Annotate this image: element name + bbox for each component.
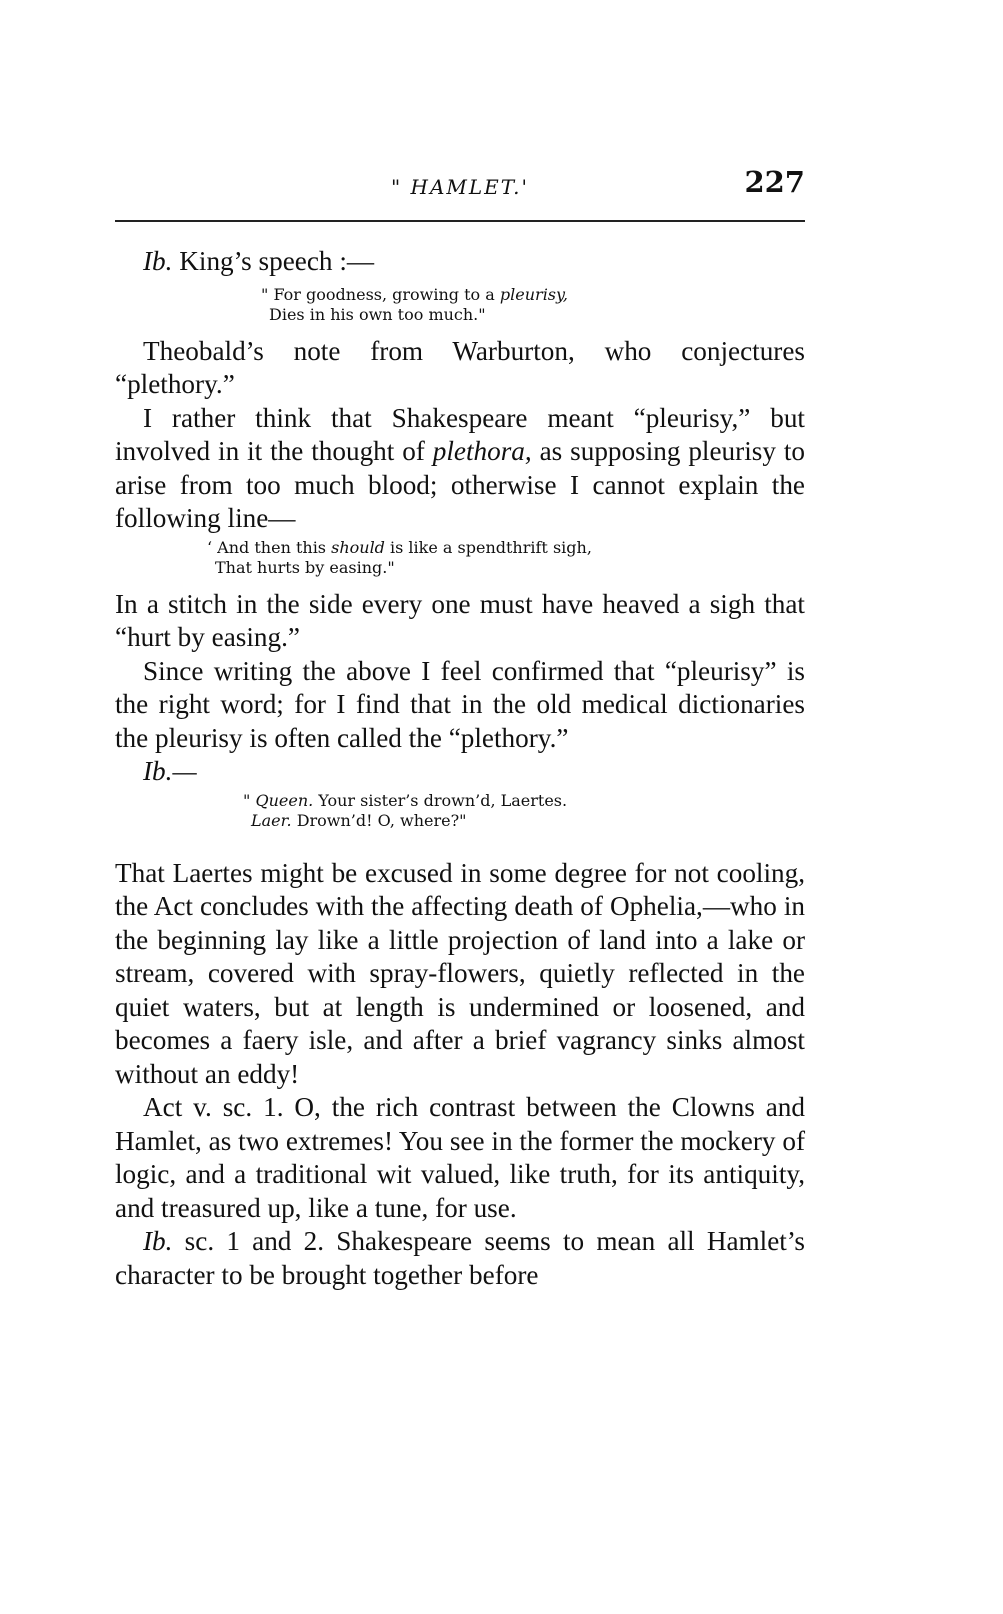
paragraph-text: as supposing pleurisy to arise from too much blood; otherwise I cannot explain the following line— [115, 436, 805, 533]
quote-text: ‘ And then this [207, 537, 332, 557]
paragraph-stitch: In a stitch in the side every one must have heaved a sigh that “hurt by easing.” [115, 588, 805, 652]
header-rule [115, 220, 805, 222]
paragraph-text: sc. 1 and 2. Shakespeare seems to mean all Hamlet’s character to be brought together before [115, 1226, 805, 1290]
paragraph-text: I rather think that Shakespeare meant “pleurisy,” but involved in it the thought of [115, 402, 805, 466]
paragraph-emphasis: plethora, [432, 436, 532, 466]
speaker-name: Laer. [251, 810, 292, 830]
quote-text: " For goodness, growing to a [261, 284, 500, 304]
quote-line [261, 285, 805, 305]
quotation-pleurisy [115, 285, 805, 325]
paragraph-theobald: Theobald’s note from Warburton, who conjectures “plethory.” [115, 335, 805, 399]
quote-line: " Queen. Your sister’s drown’d, Laertes. [243, 790, 568, 810]
quote-text: is like a spendthrift sigh, [384, 537, 592, 557]
body-text [115, 245, 805, 1292]
paragraph-laertes: That Laertes might be excused in some degree for not cooling, the Act concludes with the affecting death of Ophelia,—who in the beginning lay like a little projection of land into a lake or stream, covered with spray-flowers, quietly reflected in the quiet waters, but at length is undermined or loosened, and becomes a faery isle, and after a brief vagrancy sinks almost without an eddy! [115, 857, 805, 1089]
ib-reference: Ib. [143, 1226, 173, 1256]
quotation-spendthrift-sigh [115, 538, 805, 578]
quote-text: Your sister’s drown’d, Laertes. [313, 790, 568, 810]
paragraph-ib-sc [115, 1225, 805, 1292]
ib-reference: Ib.— [143, 756, 197, 786]
quotation-queen-laertes [115, 791, 805, 831]
quote-line: Dies in his own too much." [269, 304, 486, 324]
quote-line [243, 811, 805, 831]
paragraph-ib [115, 755, 805, 789]
page-header [115, 165, 805, 210]
ib-reference: Ib. [143, 246, 173, 276]
paragraph-act-v: Act v. sc. 1. O, the rich contrast between the Clowns and Hamlet, as two extremes! You see in the former the mockery of logic, and a traditional wit valued, like truth, for its antiquity, and treasured up, like a tune, for use. [115, 1092, 805, 1223]
quote-line [207, 538, 805, 558]
quote-text: Drown’d! O, where?" [291, 810, 467, 830]
paragraph-text: King’s speech :— [172, 246, 375, 276]
running-title: " HAMLET.' [390, 175, 530, 199]
page-number: 227 [744, 165, 805, 199]
quote-line: That hurts by easing." [215, 557, 395, 577]
paragraph-rather-think [115, 402, 805, 536]
quote-emphasis: pleurisy, [499, 284, 569, 304]
quote-emphasis: should [331, 537, 385, 557]
paragraph-since-writing: Since writing the above I feel confirmed that “pleurisy” is the right word; for I find that in the old medical dictionaries the pleurisy is often called the “plethory.” [115, 655, 805, 753]
paragraph-kings-speech [115, 245, 805, 279]
speaker-name: Queen. [255, 790, 314, 810]
